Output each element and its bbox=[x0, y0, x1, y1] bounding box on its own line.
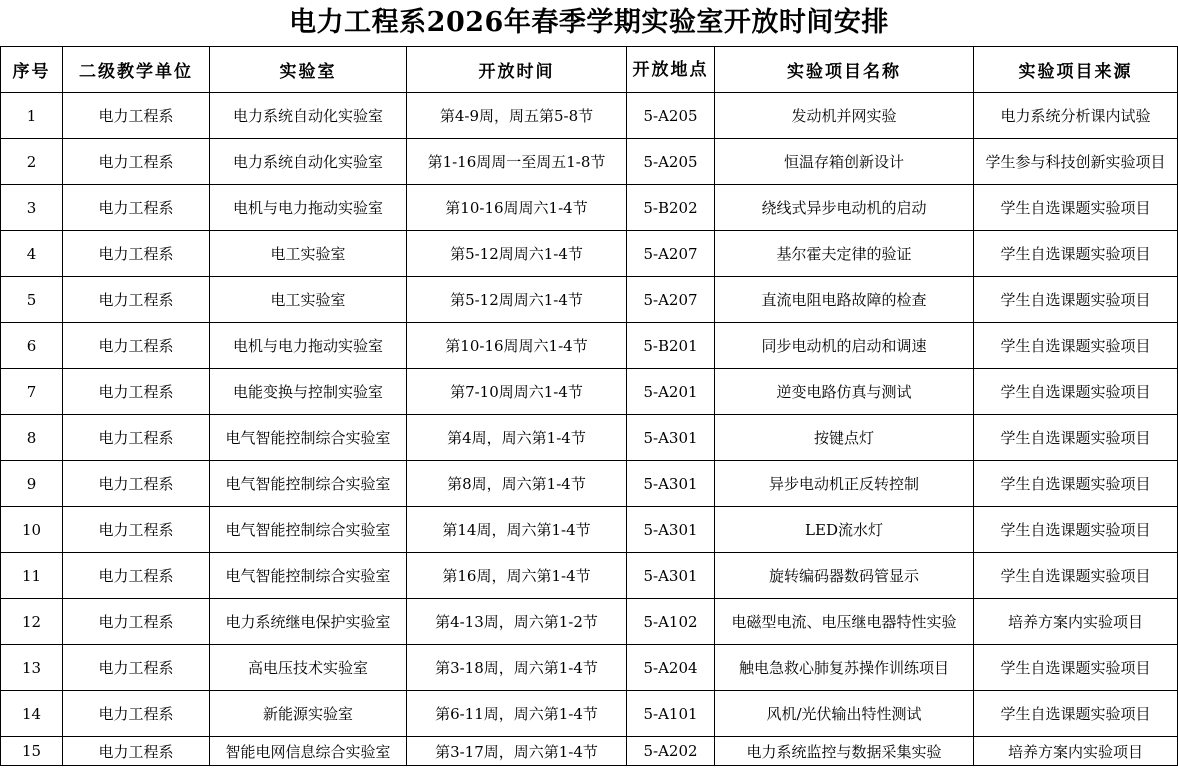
location-cell: 5-A102 bbox=[627, 599, 715, 645]
table-row bbox=[1, 553, 1178, 599]
teaching-unit-cell: 电力工程系 bbox=[63, 139, 210, 185]
project-source-cell: 学生自选课题实验项目 bbox=[974, 323, 1178, 369]
table-row bbox=[1, 369, 1178, 415]
open-time-cell: 第6-11周，周六第1-4节 bbox=[407, 691, 627, 737]
location-cell: 5-A301 bbox=[627, 415, 715, 461]
table-row bbox=[1, 461, 1178, 507]
row-number-cell: 14 bbox=[1, 691, 63, 737]
header-row bbox=[1, 47, 1178, 93]
teaching-unit-cell: 电力工程系 bbox=[63, 185, 210, 231]
table-row bbox=[1, 507, 1178, 553]
project-name-cell: 基尔霍夫定律的验证 bbox=[715, 231, 974, 277]
laboratory-cell: 新能源实验室 bbox=[210, 691, 407, 737]
laboratory-cell: 电气智能控制综合实验室 bbox=[210, 415, 407, 461]
table-row bbox=[1, 645, 1178, 691]
table-row bbox=[1, 185, 1178, 231]
project-source-cell: 学生自选课题实验项目 bbox=[974, 645, 1178, 691]
location-cell: 5-B201 bbox=[627, 323, 715, 369]
teaching-unit-cell: 电力工程系 bbox=[63, 93, 210, 139]
project-name-cell: 按键点灯 bbox=[715, 415, 974, 461]
open-time-cell: 第14周，周六第1-4节 bbox=[407, 507, 627, 553]
project-source-cell: 培养方案内实验项目 bbox=[974, 737, 1178, 766]
row-number-cell: 2 bbox=[1, 139, 63, 185]
row-number-cell: 15 bbox=[1, 737, 63, 766]
teaching-unit-cell: 电力工程系 bbox=[63, 599, 210, 645]
project-name-cell: 发动机并网实验 bbox=[715, 93, 974, 139]
laboratory-cell: 高电压技术实验室 bbox=[210, 645, 407, 691]
row-number-cell: 13 bbox=[1, 645, 63, 691]
project-name-cell: 风机/光伏输出特性测试 bbox=[715, 691, 974, 737]
project-name-cell: 直流电阻电路故障的检查 bbox=[715, 277, 974, 323]
table-row bbox=[1, 93, 1178, 139]
teaching-unit-cell: 电力工程系 bbox=[63, 691, 210, 737]
location-cell: 5-B202 bbox=[627, 185, 715, 231]
laboratory-cell: 电气智能控制综合实验室 bbox=[210, 507, 407, 553]
column-header: 开放地点 bbox=[627, 47, 715, 93]
open-time-cell: 第4周，周六第1-4节 bbox=[407, 415, 627, 461]
schedule-table bbox=[0, 46, 1178, 766]
table-row bbox=[1, 415, 1178, 461]
teaching-unit-cell: 电力工程系 bbox=[63, 369, 210, 415]
project-source-cell: 学生自选课题实验项目 bbox=[974, 461, 1178, 507]
location-cell: 5-A301 bbox=[627, 507, 715, 553]
row-number-cell: 1 bbox=[1, 93, 63, 139]
column-header: 序号 bbox=[1, 47, 63, 93]
laboratory-cell: 电机与电力拖动实验室 bbox=[210, 185, 407, 231]
location-cell: 5-A204 bbox=[627, 645, 715, 691]
project-source-cell: 学生自选课题实验项目 bbox=[974, 185, 1178, 231]
open-time-cell: 第10-16周周六1-4节 bbox=[407, 185, 627, 231]
column-header: 实验室 bbox=[210, 47, 407, 93]
project-name-cell: 同步电动机的启动和调速 bbox=[715, 323, 974, 369]
open-time-cell: 第16周，周六第1-4节 bbox=[407, 553, 627, 599]
laboratory-cell: 电气智能控制综合实验室 bbox=[210, 461, 407, 507]
page-title: 电力工程系2026年春季学期实验室开放时间安排 bbox=[289, 7, 889, 38]
open-time-cell: 第5-12周周六1-4节 bbox=[407, 231, 627, 277]
project-name-cell: 电磁型电流、电压继电器特性实验 bbox=[715, 599, 974, 645]
table-row bbox=[1, 737, 1178, 766]
teaching-unit-cell: 电力工程系 bbox=[63, 737, 210, 766]
row-number-cell: 6 bbox=[1, 323, 63, 369]
row-number-cell: 12 bbox=[1, 599, 63, 645]
laboratory-cell: 电机与电力拖动实验室 bbox=[210, 323, 407, 369]
column-header: 实验项目来源 bbox=[974, 47, 1178, 93]
teaching-unit-cell: 电力工程系 bbox=[63, 277, 210, 323]
open-time-cell: 第3-18周，周六第1-4节 bbox=[407, 645, 627, 691]
open-time-cell: 第8周，周六第1-4节 bbox=[407, 461, 627, 507]
project-source-cell: 学生自选课题实验项目 bbox=[974, 231, 1178, 277]
project-source-cell: 学生参与科技创新实验项目 bbox=[974, 139, 1178, 185]
table-row bbox=[1, 323, 1178, 369]
project-name-cell: 恒温存箱创新设计 bbox=[715, 139, 974, 185]
teaching-unit-cell: 电力工程系 bbox=[63, 553, 210, 599]
project-name-cell: 旋转编码器数码管显示 bbox=[715, 553, 974, 599]
open-time-cell: 第4-13周，周六第1-2节 bbox=[407, 599, 627, 645]
row-number-cell: 3 bbox=[1, 185, 63, 231]
location-cell: 5-A202 bbox=[627, 737, 715, 766]
laboratory-cell: 电力系统继电保护实验室 bbox=[210, 599, 407, 645]
location-cell: 5-A301 bbox=[627, 461, 715, 507]
laboratory-cell: 电力系统自动化实验室 bbox=[210, 139, 407, 185]
table-row bbox=[1, 139, 1178, 185]
table-row bbox=[1, 599, 1178, 645]
location-cell: 5-A201 bbox=[627, 369, 715, 415]
project-name-cell: 异步电动机正反转控制 bbox=[715, 461, 974, 507]
open-time-cell: 第7-10周周六1-4节 bbox=[407, 369, 627, 415]
location-cell: 5-A205 bbox=[627, 93, 715, 139]
project-source-cell: 培养方案内实验项目 bbox=[974, 599, 1178, 645]
project-source-cell: 学生自选课题实验项目 bbox=[974, 277, 1178, 323]
laboratory-cell: 电工实验室 bbox=[210, 277, 407, 323]
row-number-cell: 4 bbox=[1, 231, 63, 277]
teaching-unit-cell: 电力工程系 bbox=[63, 507, 210, 553]
laboratory-cell: 智能电网信息综合实验室 bbox=[210, 737, 407, 766]
open-time-cell: 第1-16周周一至周五1-8节 bbox=[407, 139, 627, 185]
row-number-cell: 7 bbox=[1, 369, 63, 415]
project-name-cell: 绕线式异步电动机的启动 bbox=[715, 185, 974, 231]
teaching-unit-cell: 电力工程系 bbox=[63, 323, 210, 369]
open-time-cell: 第3-17周，周六第1-4节 bbox=[407, 737, 627, 766]
column-header: 实验项目名称 bbox=[715, 47, 974, 93]
row-number-cell: 9 bbox=[1, 461, 63, 507]
location-cell: 5-A301 bbox=[627, 553, 715, 599]
project-source-cell: 学生自选课题实验项目 bbox=[974, 369, 1178, 415]
project-source-cell: 电力系统分析课内试验 bbox=[974, 93, 1178, 139]
open-time-cell: 第4-9周，周五第5-8节 bbox=[407, 93, 627, 139]
project-name-cell: 触电急救心肺复苏操作训练项目 bbox=[715, 645, 974, 691]
row-number-cell: 11 bbox=[1, 553, 63, 599]
column-header: 二级教学单位 bbox=[63, 47, 210, 93]
project-source-cell: 学生自选课题实验项目 bbox=[974, 415, 1178, 461]
laboratory-cell: 电工实验室 bbox=[210, 231, 407, 277]
project-name-cell: LED流水灯 bbox=[715, 507, 974, 553]
row-number-cell: 5 bbox=[1, 277, 63, 323]
project-source-cell: 学生自选课题实验项目 bbox=[974, 507, 1178, 553]
project-name-cell: 逆变电路仿真与测试 bbox=[715, 369, 974, 415]
location-cell: 5-A205 bbox=[627, 139, 715, 185]
open-time-cell: 第10-16周周六1-4节 bbox=[407, 323, 627, 369]
teaching-unit-cell: 电力工程系 bbox=[63, 231, 210, 277]
project-name-cell: 电力系统监控与数据采集实验 bbox=[715, 737, 974, 766]
project-source-cell: 学生自选课题实验项目 bbox=[974, 553, 1178, 599]
table-body bbox=[1, 93, 1178, 766]
teaching-unit-cell: 电力工程系 bbox=[63, 461, 210, 507]
table-row bbox=[1, 231, 1178, 277]
table-row bbox=[1, 277, 1178, 323]
project-source-cell: 学生自选课题实验项目 bbox=[974, 691, 1178, 737]
laboratory-cell: 电力系统自动化实验室 bbox=[210, 93, 407, 139]
laboratory-cell: 电气智能控制综合实验室 bbox=[210, 553, 407, 599]
location-cell: 5-A101 bbox=[627, 691, 715, 737]
table-row bbox=[1, 691, 1178, 737]
teaching-unit-cell: 电力工程系 bbox=[63, 415, 210, 461]
column-header: 开放时间 bbox=[407, 47, 627, 93]
row-number-cell: 8 bbox=[1, 415, 63, 461]
location-cell: 5-A207 bbox=[627, 277, 715, 323]
teaching-unit-cell: 电力工程系 bbox=[63, 645, 210, 691]
row-number-cell: 10 bbox=[1, 507, 63, 553]
open-time-cell: 第5-12周周六1-4节 bbox=[407, 277, 627, 323]
laboratory-cell: 电能变换与控制实验室 bbox=[210, 369, 407, 415]
location-cell: 5-A207 bbox=[627, 231, 715, 277]
